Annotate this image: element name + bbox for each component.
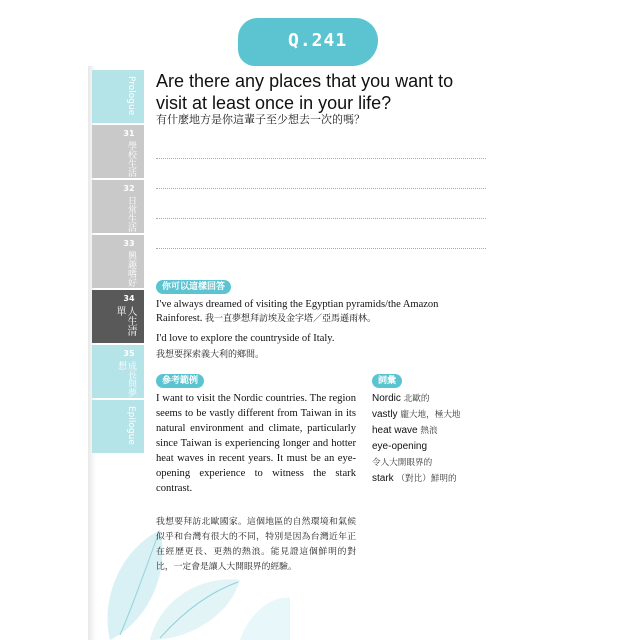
- tab-epilogue[interactable]: [92, 400, 144, 453]
- tab-31[interactable]: [92, 125, 144, 178]
- tab-number: 34: [123, 294, 135, 303]
- answer-2-chinese: 我想要探索義大利的鄉間。: [156, 350, 265, 360]
- question-english: Are there any places that you want to visit at least once in your life?: [156, 71, 454, 113]
- tab-label: Prologue: [126, 76, 136, 116]
- tab-prologue[interactable]: [92, 70, 144, 123]
- tab-number: 32: [123, 184, 135, 193]
- answers-header: 你可以這樣回答: [156, 280, 231, 294]
- vocab-item: [372, 471, 492, 487]
- vocab-item: [372, 391, 492, 407]
- tab-label: 日常生活: [126, 196, 136, 232]
- tab-label: 興趣嗜好: [126, 251, 136, 287]
- example-english: I want to visit the Nordic countries. The region seems to be vastly different from Taiwan in its natural environment and climate, particularly since Taiwan is experiencing longer and hotter heat waves in recent years. It must be an eye-opening experience to witness the stark contrast.: [156, 393, 356, 494]
- vocab-meaning: 龐大地，極大地: [400, 410, 461, 420]
- writing-line[interactable]: [156, 248, 486, 249]
- vocab-item: [372, 423, 492, 439]
- tab-33[interactable]: [92, 235, 144, 288]
- answer-1-english: I've always dreamed of visiting the Egyptian pyramids/the Amazon Rainforest.: [156, 299, 439, 324]
- vocab-term: eye-opening: [372, 441, 428, 452]
- tab-label: 學校生活: [126, 141, 136, 177]
- answer-1: [156, 298, 486, 326]
- tab-label: 人生清單: [114, 306, 136, 336]
- vocab-list: [372, 391, 492, 487]
- chapter-tabs: [92, 70, 144, 455]
- question-chinese: 有什麼地方是你這輩子至少想去一次的嗎？: [156, 113, 365, 126]
- tab-32[interactable]: [92, 180, 144, 233]
- tab-number: 35: [123, 349, 135, 358]
- question-number: Q.241: [288, 30, 348, 51]
- tab-number: 31: [123, 129, 135, 138]
- vocab-term: stark: [372, 473, 394, 484]
- vocab-term: vastly: [372, 409, 398, 420]
- example-header: 參考範例: [156, 374, 204, 388]
- tab-label: Epilogue: [126, 406, 136, 445]
- vocab-meaning: 熱浪: [420, 426, 438, 436]
- vocab-meaning: 北歐的: [403, 394, 430, 404]
- vocab-meaning: （對比）鮮明的: [396, 474, 457, 484]
- writing-line[interactable]: [156, 188, 486, 189]
- writing-line[interactable]: [156, 218, 486, 219]
- tab-number: 33: [123, 239, 135, 248]
- tab-34-active[interactable]: [92, 290, 144, 343]
- vocab-term: heat wave: [372, 425, 418, 436]
- writing-line[interactable]: [156, 158, 486, 159]
- vocab-item: [372, 407, 492, 423]
- tab-label: 成長與夢想: [116, 361, 136, 397]
- vocab-header: 詞彙: [372, 374, 402, 388]
- answer-2-english: I'd love to explore the countryside of Italy.: [156, 333, 335, 344]
- vocab-item: [372, 439, 492, 471]
- example-chinese: 我想要拜訪北歐國家。這個地區的自然環境和氣候似乎和台灣有很大的不同，特別是因為台灣近年正在經歷更長、更熱的熱浪。能見證這個鮮明的對比，一定會是讓人大開眼界的經驗。: [156, 517, 356, 572]
- vocab-term: Nordic: [372, 393, 401, 404]
- answer-1-chinese: 我一直夢想拜訪埃及金字塔／亞馬遜雨林。: [205, 314, 377, 324]
- vocab-meaning: 令人大開眼界的: [372, 458, 433, 468]
- tab-35[interactable]: [92, 345, 144, 398]
